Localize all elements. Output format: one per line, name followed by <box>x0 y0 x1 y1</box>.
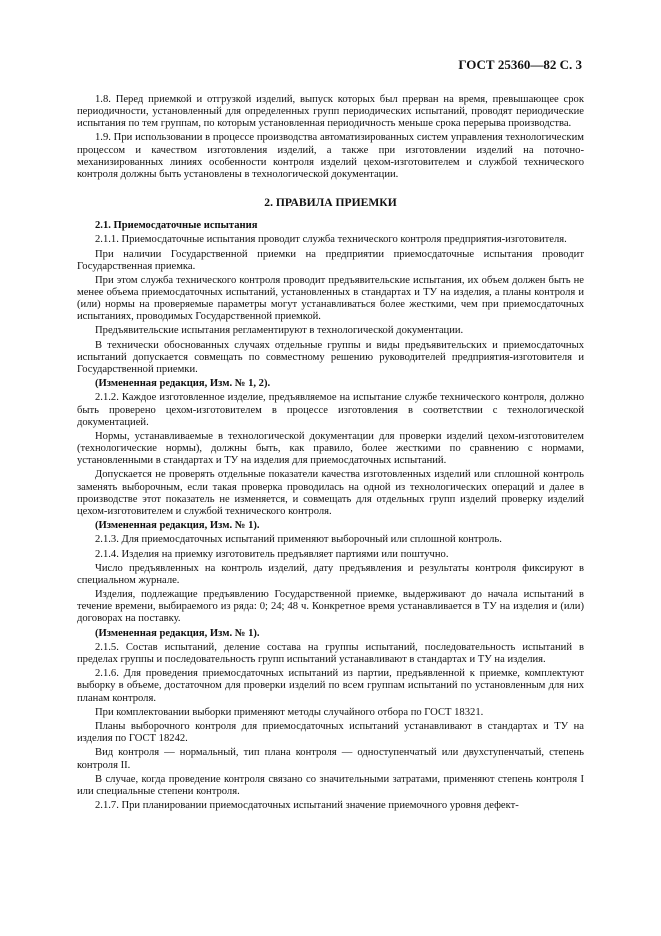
paragraph: При наличии Государственной приемки на предприятии приемосдаточные испытания проводит Государственная приемка. <box>77 248 584 272</box>
paragraph: Допускается не проверять отдельные показатели качества изготовленных изделий или сплошной контроль заменять выборочным, если такая проверка проводилась на одной из технологических операций и далее в производстве этот показатель не изменяется, и совмещать для отдельных групп изделий проверку изделий цехом-изготовителем и службой технического контроля. <box>77 469 584 517</box>
paragraph: 1.8. Перед приемкой и отгрузкой изделий, выпуск которых был прерван на время, превышающее срок периодичности, установленный для определенных групп периодических испытаний, проводят периодические испытания по тем группам, по которым установленная периодичность меньше срока перерыва производства. <box>77 94 584 130</box>
section-heading: 2. ПРАВИЛА ПРИЕМКИ <box>264 195 397 209</box>
page-header: ГОСТ 25360—82 С. 3 <box>458 57 582 72</box>
paragraph: 1.9. При использовании в процессе производства автоматизированных систем управления технологическим процессом и качеством изготовления изделий, а также при изготовлении изделий на поточно-механизированных линиях особенности контроля изделий цехом-изготовителем и службой технического контроля должны быть установлены в технологической документации. <box>77 132 584 180</box>
paragraph: Число предъявленных на контроль изделий, дату предъявления и результаты контроля фиксируют в специальном журнале. <box>77 562 584 586</box>
paragraph: Нормы, устанавливаемые в технологической документации для проверки изделий цехом-изготовителем (технологические нормы), должны быть, как правило, более жесткими по сравнению с нормами, установленными в стандартах и ТУ на изделия для приемосдаточных испытаний. <box>77 430 584 467</box>
paragraph: 2.1.6. Для проведения приемосдаточных испытаний из партии, предъявленной к приемке, комплектуют выборку в объеме, достаточном для проверки изделий по всем группам испытаний по установленным для них планам контроля. <box>77 668 584 704</box>
paragraph: 2.1.4. Изделия на приемку изготовитель предъявляет партиями или поштучно. <box>95 548 449 560</box>
paragraph: 2.1.5. Состав испытаний, деление состава на группы испытаний, последовательность испытаний в пределах группы и последовательность групп испытаний устанавливают в стандартах и ТУ на изделия. <box>77 641 584 666</box>
bold-paragraph: (Измененная редакция, Изм. № 1). <box>95 519 260 531</box>
paragraph: 2.1.7. При планировании приемосдаточных испытаний значение приемочного уровня дефект- <box>95 800 519 812</box>
paragraph: Предъявительские испытания регламентируют в технологической документации. <box>95 325 464 337</box>
paragraph: Вид контроля — нормальный, тип плана контроля — одноступенчатый или двухступенчатый, степень контроля II. <box>77 747 584 771</box>
paragraph: Изделия, подлежащие предъявлению Государственной приемке, выдерживают до начала испытаний в течение времени, выбираемого из ряда: 0; 24; 48 ч. Конкретное время устанавливается в ТУ на изделия и (или) договорах на поставку. <box>77 589 584 625</box>
document-body <box>77 94 584 814</box>
paragraph: 2.1.2. Каждое изготовленное изделие, предъявляемое на испытание службе технического контроля, должно быть проверено цехом-изготовителем в процессе изготовления в соответствии с технологической документацией. <box>77 392 584 428</box>
paragraph: Планы выборочного контроля для приемосдаточных испытаний устанавливают в стандартах и ТУ на изделия по ГОСТ 18242. <box>77 721 584 745</box>
bold-paragraph: (Измененная редакция, Изм. № 1, 2). <box>95 378 271 390</box>
bold-paragraph: (Измененная редакция, Изм. № 1). <box>95 627 260 639</box>
paragraph: 2.1.1. Приемосдаточные испытания проводит служба технического контроля предприятия-изготовителя. <box>95 234 567 246</box>
paragraph: В случае, когда проведение контроля связано со значительными затратами, применяют степень контроля I или специальные степени контроля. <box>77 773 584 797</box>
bold-paragraph: 2.1. Приемосдаточные испытания <box>95 219 258 231</box>
paragraph: 2.1.3. Для приемосдаточных испытаний применяют выборочный или сплошной контроль. <box>95 534 502 546</box>
paragraph: При этом служба технического контроля проводит предъявительские испытания, их объем должен быть не менее объема приемосдаточных испытаний, установленных в стандартах и ТУ на изделия, а планы контроля и (или) нормы на проверяемые параметры могут устанавливаться более жесткими, чем при приемосдаточных испытаниях, проводимых Государственной приемкой. <box>77 274 584 323</box>
paragraph: В технически обоснованных случаях отдельные группы и виды предъявительских и приемосдаточных испытаний допускается совмещать по совместному решению руководителей предприятия-изготовителя и Государственной приемки. <box>77 339 584 375</box>
paragraph: При комплектовании выборки применяют методы случайного отбора по ГОСТ 18321. <box>95 706 484 718</box>
